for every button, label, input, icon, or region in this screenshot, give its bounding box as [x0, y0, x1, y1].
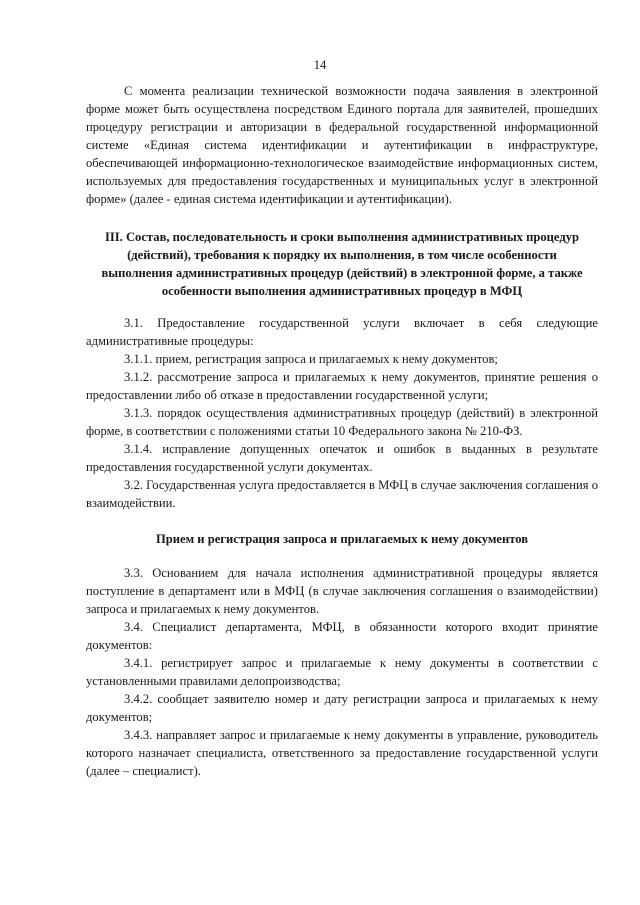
document-body	[86, 82, 598, 780]
intro-paragraph: С момента реализации технической возможности подача заявления в электронной форме может быть осуществлена посредством Единого портала для заявителей, прошедших процедуру регистрации и авторизации в федеральной государственной информационной системе «Единая система идентификации и аутентификации в инфраструктуре, обеспечивающей информационно-технологическое взаимодействие информационных систем, используемых для предоставления государственных и муниципальных услуг в электронной форме» (далее - единая система идентификации и аутентификации).	[86, 84, 598, 206]
paragraph-3-1-4: 3.1.4. исправление допущенных опечаток и ошибок в выданных в результате предоставления государственной услуги документах.	[86, 442, 598, 474]
page-number: 14	[313, 58, 327, 72]
paragraph-3-4-1: 3.4.1. регистрирует запрос и прилагаемые к нему документы в соответствии с установленными правилами делопроизводства;	[86, 656, 598, 688]
paragraph-3-4-3: 3.4.3. направляет запрос и прилагаемые к нему документы в управление, руководитель которого назначает специалиста, ответственного за предоставление государственной услуги (далее – специалист).	[86, 728, 598, 778]
paragraph-3-1: 3.1. Предоставление государственной услуги включает в себя следующие административные процедуры:	[86, 316, 598, 348]
paragraph-3-1-2: 3.1.2. рассмотрение запроса и прилагаемых к нему документов, принятие решения о предоставлении либо об отказе в предоставлении государственной услуги;	[86, 370, 598, 402]
paragraph-3-4-2: 3.4.2. сообщает заявителю номер и дату регистрации запроса и прилагаемых к нему документов;	[86, 692, 598, 724]
paragraph-3-1-3: 3.1.3. порядок осуществления административных процедур (действий) в электронной форме, в соответствии с положениями статьи 10 Федерального закона № 210-ФЗ.	[86, 406, 598, 438]
section-heading: III. Состав, последовательность и сроки выполнения административных процедур (действий), требования к порядку их выполнения, в том числе особенности выполнения административных процедур (действий) в электронной форме, а также особенности выполнения административных процедур в МФЦ	[101, 230, 583, 298]
subsection-heading: Прием и регистрация запроса и прилагаемых к нему документов	[155, 532, 529, 546]
paragraph-3-4: 3.4. Специалист департамента, МФЦ, в обязанности которого входит принятие документов:	[86, 620, 598, 652]
paragraph-3-3: 3.3. Основанием для начала исполнения административной процедуры является поступление в департамент или в МФЦ (в случае заключения соглашения о взаимодействии) запроса и прилагаемых к нему документов.	[86, 566, 598, 616]
paragraph-3-1-1: 3.1.1. прием, регистрация запроса и прилагаемых к нему документов;	[124, 352, 498, 366]
paragraph-3-2: 3.2. Государственная услуга предоставляется в МФЦ в случае заключения соглашения о взаимодействии.	[86, 478, 598, 510]
